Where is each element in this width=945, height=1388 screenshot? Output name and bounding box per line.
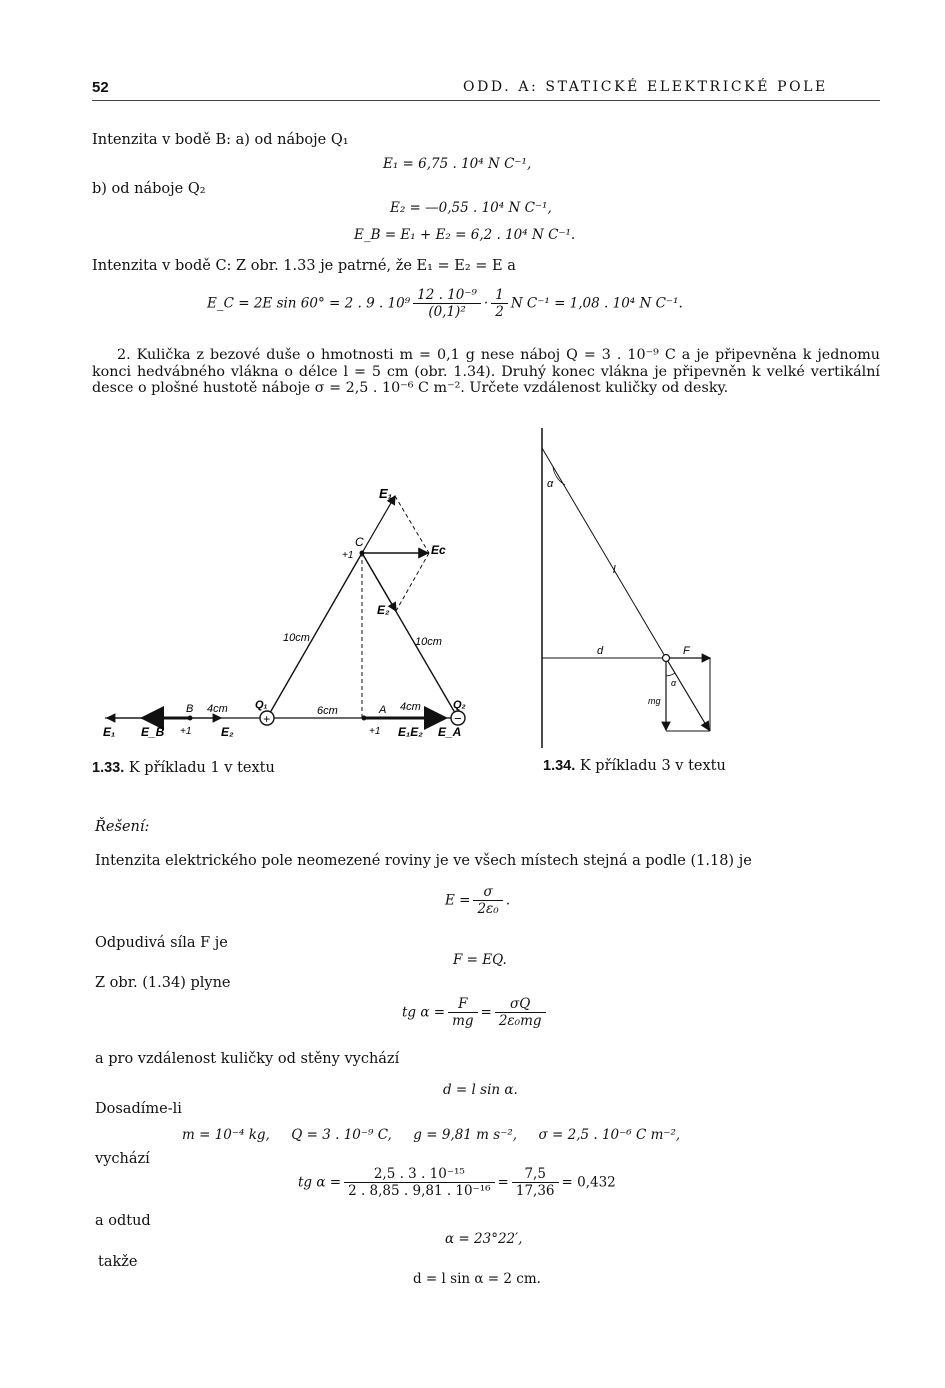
page-number: 52 <box>92 79 109 96</box>
tg-fraction-1 <box>448 996 477 1029</box>
tg-fraction-2 <box>495 996 546 1029</box>
point-c-intro: Intenzita v bodě C: Z obr. 1.33 je patrné, že E₁ = E₂ = E a <box>92 258 516 274</box>
problem-2-text: 2. Kulička z bezové duše o hmotnosti m = 0,1 g nese náboj Q = 3 . 10⁻⁹ C a je připevněna k jednomu konci hedvábného vlákna o délce l = 5 cm (obr. 1.34). Druhý konec vlákna je připevněn k velké vertikální desce o plošné hustotě náboje σ = 2,5 . 10⁻⁶ C m⁻². Určete vzdálenost kuličky od desky. <box>92 347 880 396</box>
label-eb: E_B <box>141 725 165 739</box>
label-4cm-left: 4cm <box>207 703 228 715</box>
caption-1-33-num: 1.33. <box>92 760 125 776</box>
tg-den-1: mg <box>448 1012 477 1029</box>
solution-heading: Řešení: <box>95 819 150 835</box>
equation-tg-alpha <box>402 996 549 1029</box>
equation-e1: E₁ = 6,75 . 10⁴ N C⁻¹, <box>383 156 532 172</box>
point-a-dot <box>362 716 367 721</box>
caption-1-33 <box>92 760 275 776</box>
ec-dot: · <box>483 295 489 312</box>
label-mg: mg <box>648 696 661 706</box>
equation-ec <box>207 287 683 320</box>
solution-line-1: Intenzita elektrického pole neomezené roviny je ve všech místech stejná a podle (1.18) je <box>95 853 752 869</box>
tg2-right: = 0,432 <box>561 1174 616 1191</box>
tg2-den-1: 2 . 8,85 . 9,81 . 10⁻¹⁶ <box>344 1182 494 1199</box>
equation-alpha: α = 23°22′, <box>445 1231 523 1247</box>
tg2-den-2: 17,36 <box>512 1182 559 1199</box>
tg2-mid: = <box>497 1174 509 1191</box>
equation-e2: E₂ = —0,55 . 10⁴ N C⁻¹, <box>390 200 552 216</box>
equation-eb: E_B = E₁ + E₂ = 6,2 . 10⁴ N C⁻¹. <box>354 227 576 243</box>
label-4cm-right: 4cm <box>400 701 421 713</box>
label-plus-a: +1 <box>369 726 381 737</box>
tg-mid: = <box>480 1004 492 1021</box>
e-sigma-left: E = <box>445 892 471 909</box>
angle-arc-low <box>666 673 675 676</box>
label-c: C <box>355 535 364 549</box>
figure-1-33 <box>95 478 485 748</box>
given-values: m = 10⁻⁴ kg, Q = 3 . 10⁻⁹ C, g = 9,81 m s⁻², σ = 2,5 . 10⁻⁶ C m⁻², <box>182 1127 681 1143</box>
solution-line-2: Odpudivá síla F je <box>95 935 228 951</box>
ec-fraction-1 <box>413 287 481 320</box>
solution-line-5: Dosadíme-li <box>95 1101 182 1117</box>
tg2-left: tg α = <box>298 1174 342 1191</box>
label-alpha-top: α <box>547 478 554 490</box>
equation-d: d = l sin α. <box>443 1082 518 1098</box>
caption-1-34 <box>543 758 726 774</box>
plus-sign: + <box>263 712 271 726</box>
equation-f: F = EQ. <box>453 952 507 968</box>
dashed-parallel-1 <box>395 496 429 553</box>
equation-tg-numeric <box>298 1166 616 1199</box>
solution-line-6: vychází <box>95 1151 150 1167</box>
e-sigma-num: σ <box>483 884 493 900</box>
e-sigma-den: 2ε₀ <box>473 900 502 917</box>
ec-frac1-den: (0,1)² <box>413 303 481 320</box>
point-b-dot <box>188 716 193 721</box>
label-e1e2: E₁E₂ <box>398 725 423 739</box>
label-f: F <box>683 645 690 657</box>
label-alpha-low: α <box>671 678 677 688</box>
label-e2-mid: E₂ <box>377 603 390 617</box>
label-q2: Q₂ <box>453 699 466 711</box>
label-ea: E_A <box>438 725 462 739</box>
label-right-10cm: 10cm <box>415 636 442 648</box>
tg-den-2: 2ε₀mg <box>495 1012 546 1029</box>
label-plus-b: +1 <box>180 726 192 737</box>
side-q1-c <box>267 553 362 718</box>
label-ec: Eс <box>431 543 446 557</box>
tg-left: tg α = <box>402 1004 446 1021</box>
label-e2-axis: E₂ <box>221 725 234 739</box>
label-6cm: 6cm <box>317 705 338 717</box>
label-l: l <box>613 564 616 576</box>
ball <box>663 655 670 662</box>
caption-1-33-text: K příkladu 1 v textu <box>128 760 275 776</box>
tg2-fraction-2 <box>512 1166 559 1199</box>
ec-right: N C⁻¹ = 1,08 . 10⁴ N C⁻¹. <box>510 295 683 312</box>
thread-l <box>542 448 666 658</box>
minus-sign: − <box>454 711 462 726</box>
equation-final: d = l sin α = 2 cm. <box>413 1271 541 1287</box>
ec-left: E_C = 2E sin 60° = 2 . 9 . 10⁹ <box>207 295 411 312</box>
equation-e-sigma <box>445 884 510 917</box>
point-c-dot <box>360 551 365 556</box>
tg-num-1: F <box>458 996 468 1012</box>
tg2-num-1: 2,5 . 3 . 10⁻¹⁵ <box>373 1166 465 1182</box>
label-plus-c: +1 <box>342 550 354 561</box>
ec-fraction-2 <box>491 287 508 320</box>
caption-1-34-num: 1.34. <box>543 758 576 774</box>
figure-1-34 <box>525 423 735 753</box>
tg-num-2: σQ <box>510 996 531 1012</box>
label-e1-top: E₁ <box>379 486 393 501</box>
label-e1-axis: E₁ <box>103 725 116 739</box>
ec-frac1-num: 12 . 10⁻⁹ <box>417 287 477 303</box>
running-title: ODD. A: STATICKÉ ELEKTRICKÉ POLE <box>463 79 828 95</box>
ec-frac2-den: 2 <box>491 303 508 320</box>
label-q1: Q₁ <box>255 699 268 711</box>
e-sigma-fraction <box>473 884 502 917</box>
header-rule <box>92 100 880 101</box>
label-b: B <box>186 703 194 715</box>
tg2-num-2: 7,5 <box>524 1166 546 1182</box>
label-left-10cm: 10cm <box>283 632 310 644</box>
label-a: A <box>379 704 387 716</box>
solution-line-8: takže <box>98 1254 138 1270</box>
e-sigma-end: . <box>505 892 511 909</box>
solution-line-4: a pro vzdálenost kuličky od stěny vychází <box>95 1051 400 1067</box>
label-d: d <box>597 645 604 657</box>
point-b-intro: Intenzita v bodě B: a) od náboje Q₁ <box>92 132 349 148</box>
vector-e1-at-c <box>362 496 395 553</box>
ec-frac2-num: 1 <box>495 287 504 303</box>
tg2-fraction-1 <box>344 1166 494 1199</box>
solution-line-7: a odtud <box>95 1213 151 1229</box>
dashed-parallel-2 <box>396 553 429 611</box>
point-b-part-b: b) od náboje Q₂ <box>92 181 206 197</box>
solution-line-3: Z obr. (1.34) plyne <box>95 975 231 991</box>
caption-1-34-text: K příkladu 3 v textu <box>579 758 726 774</box>
vector-resultant <box>666 658 709 730</box>
